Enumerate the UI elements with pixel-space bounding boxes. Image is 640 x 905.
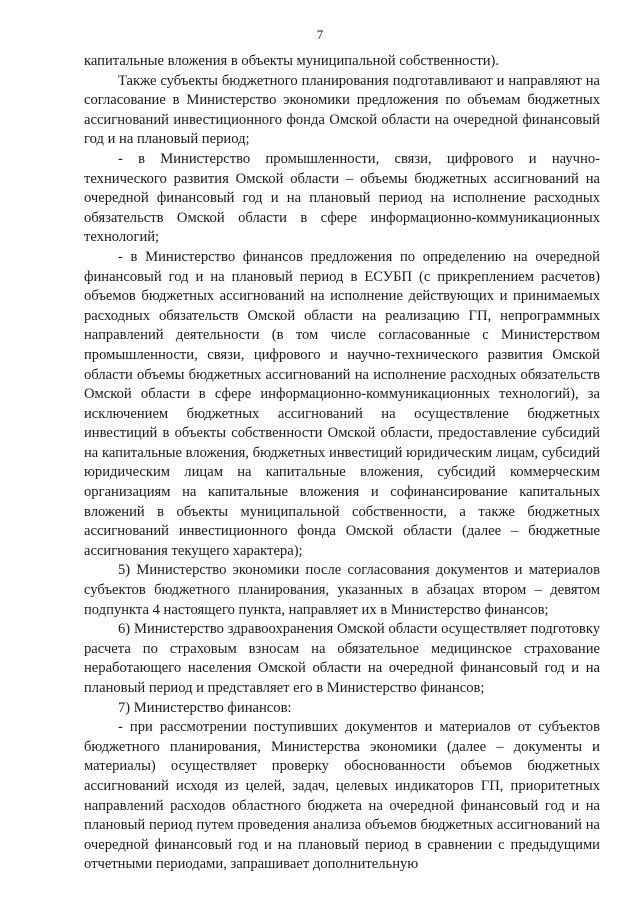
page-number: 7	[316, 27, 324, 42]
paragraph-ministry-industry: - в Министерство промышленности, связи, цифрового и научно-технического развития Омской области – объемы бюджетных ассигнований на очередной финансовый год и на плановый период на исполнение расходных обязательств Омской области в сфере информационно-коммуникационных технологий;	[84, 150, 600, 246]
paragraph-item-6: 6) Министерство здравоохранения Омской области осуществляет подготовку расчета по страховым взносам на обязательное медицинское страхование неработающего населения Омской области на очередной финансовый год и на плановый период и представляет его в Министерство финансов;	[84, 621, 600, 696]
paragraph-item-7: 7) Министерство финансов:	[118, 699, 292, 716]
document-body	[84, 52, 600, 875]
paragraph-ministry-finance-proposals: - в Министерство финансов предложения по определению на очередной финансовый год и на плановый период в ЕСУБП (с прикреплением расчетов) объемов бюджетных ассигнований на исполнение действующих и принимаемых расходных обязательств Омской области на реализацию ГП, непрограммных направлений деятельности (в том числе согласованные с Министерством промышленности, связи, цифрового и научно-технического развития Омской области объемы бюджетных ассигнований на исполнение расходных обязательств Омской области в сфере информационно-коммуникационных технологий), за исключением бюджетных ассигнований на осуществление бюджетных инвестиций в объекты собственности Омской области, предоставление субсидий на капитальные вложения, бюджетных инвестиций юридическим лицам, субсидий юридическим лицам на капитальные вложения, субсидий коммерческим организациям на капитальные вложения и софинансирование капитальных вложений в объекты муниципальной собственности, а также бюджетных ассигнований инвестиционного фонда Омской области (далее – бюджетные ассигнования текущего характера);	[84, 248, 600, 559]
paragraph-budget-planning-subjects: Также субъекты бюджетного планирования подготавливают и направляют на согласование в Министерство экономики предложения по объемам бюджетных ассигнований инвестиционного фонда Омской области на очередной финансовый год и на плановый период;	[84, 72, 600, 148]
paragraph-continuation: капитальные вложения в объекты муниципальной собственности).	[84, 53, 500, 69]
paragraph-item-7-review: - при рассмотрении поступивших документов и материалов от субъектов бюджетного планирования, Министерства экономики (далее – документы и материалы) осуществляет проверку обоснованности объемов бюджетных ассигнований исходя из целей, задач, целевых индикаторов ГП, приоритетных направлений расходов областного бюджета на очередной финансовый год и на плановый период путем проведения анализа объемов бюджетных ассигнований на очередной финансовый год и на плановый период в сравнении с предыдущими отчетными периодами, запрашивает дополнительную	[84, 719, 600, 873]
paragraph-item-5: 5) Министерство экономики после согласования документов и материалов субъектов бюджетного планирования, указанных в абзацах втором – девятом подпункта 4 настоящего пункта, направляет их в Министерство финансов;	[84, 562, 600, 618]
